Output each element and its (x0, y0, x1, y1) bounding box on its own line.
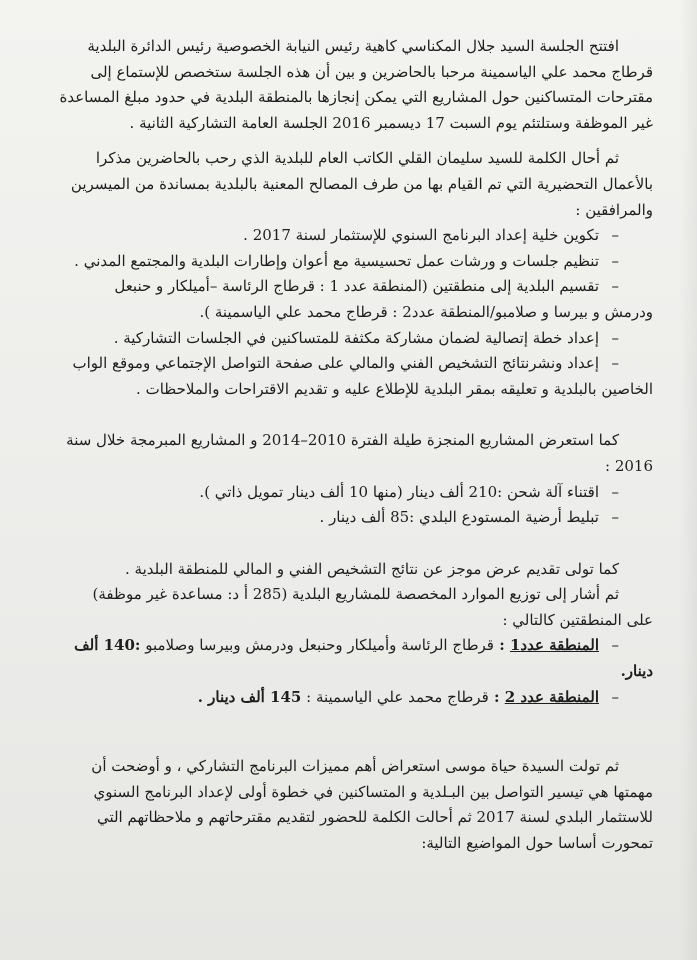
allocation-paragraph-line: ثم أشار إلى توزيع الموارد المخصصة للمشاريع البلدية (285 أ د: مساعدة غير موظفة) (92, 585, 619, 604)
facilitator-paragraph-line: مهمتها هي تيسير التواصل بين البـلدية و المتساكنين في خطوة أولى لإعداد البرنامج السنوي (93, 782, 653, 801)
dash-bullet: – (611, 277, 619, 296)
list-item: –تكوين خلية إعداد البرنامج السنوي للإستثمار لسنة 2017 . (44, 223, 653, 249)
opening-paragraph-line: غير الموظفة وستلتئم يوم السبت 17 ديسمبر 2016 الجلسة العامة التشاركية الثانية . (129, 113, 653, 132)
dash-bullet: – (611, 687, 619, 706)
zone-2-description: قرطاج محمد علي الياسمينة : (301, 687, 489, 706)
list-item-continuation: ودرمش و بيرسا و صلامبو/المنطقة عدد2 : قرطاج محمد علي الياسمينة ). (199, 302, 653, 321)
opening-paragraph-line: مقترحات المتساكنين حول المشاريع التي يمكن إنجازها بالمنطقة البلدية في حدود مبلغ المساعدة (59, 88, 653, 107)
projects-list (44, 480, 653, 531)
projects-paragraph-line: 2016 : (604, 456, 653, 475)
list-item: –تقسيم البلدية إلى منطقتين (المنطقة عدد 1 : قرطاج الرئاسة –أميلكار و حنبعل (44, 274, 653, 300)
zone-1-description: قرطاج الرئاسة وأميلكار وحنبعل ودرمش وبيرسا وصلامبو (140, 636, 494, 655)
list-item: –إعداد ونشرنتائج التشخيص الفني والمالي على صفحة التواصل الإجتماعي وموقع الواب (44, 351, 653, 377)
list-item-continuation: الخاصين بالبلدية و تعليقه بمقر البلدية للإطلاع عليه و تقديم الاقتراحات والملاحظات . (136, 379, 653, 398)
zone-2-item: –المنطقة عدد 2 : قرطاج محمد علي الياسمينة : 145 ألف دينار . (44, 685, 653, 711)
zone-1-amount: :140 ألف (74, 636, 141, 655)
preparatory-works-list (44, 223, 653, 402)
allocation-paragraph-line: على المنطقتين كالتالي : (502, 610, 653, 629)
secretary-paragraph-line: بالأعمال التحضيرية التي تم القيام بها من طرف المصالح المعنية بالبلدية بمساندة من الميسرين (70, 174, 653, 193)
zone-2-amount: 145 ألف دينار (208, 687, 302, 706)
projects-paragraph-line: كما استعرض المشاريع المنجزة طيلة الفترة 2010–2014 و المشاريع المبرمجة خلال سنة (66, 431, 619, 450)
dash-bullet: – (611, 482, 619, 501)
opening-paragraph-line: قرطاج محمد علي الياسمينة مرحبا بالحاضرين و بين أن هذه الجلسة ستخصص للإستماع إلى (90, 62, 653, 81)
secretary-paragraph-line: ثم أحال الكلمة للسيد سليمان القلي الكاتب العام للبلدية الذي رحب بالحاضرين مذكرا (95, 149, 619, 168)
facilitator-paragraph-line: تمحورت أساسا حول المواضيع التالية: (421, 834, 653, 853)
zone-1-item: –المنطقة عدد1 : قرطاج الرئاسة وأميلكار وحنبعل ودرمش وبيرسا وصلامبو :140 ألف (44, 633, 653, 659)
document-body (44, 34, 653, 857)
dash-bullet: – (611, 508, 619, 527)
list-item: –تنظيم جلسات و ورشات عمل تحسيسية مع أعوان وإطارات البلدية والمجتمع المدني . (44, 249, 653, 275)
dash-bullet: – (611, 226, 619, 245)
list-item: –تبليط أرضية المستودع البلدي :85 ألف دينار . (44, 505, 653, 531)
secretary-paragraph-line: والمرافقين : (575, 200, 653, 219)
zone-2-label: المنطقة عدد 2 (504, 687, 599, 706)
list-item: –اقتناء آلة شحن :210 ألف دينار (منها 10 ألف دينار تمويل ذاتي ). (44, 480, 653, 506)
dash-bullet: – (611, 636, 619, 655)
dash-bullet: – (611, 251, 619, 270)
zones-list (44, 633, 653, 710)
facilitator-paragraph-line: ثم تولت السيدة حياة موسى استعراض أهم مميزات البرنامج التشاركي ، و أوضحت أن (91, 757, 619, 776)
facilitator-paragraph-line: للاستثمار البلدي لسنة 2017 ثم أحالت الكلمة للحضور لتقديم مقترحاتهم و ملاحظاتهم التي (96, 808, 653, 827)
diagnosis-paragraph-line: كما تولى تقديم عرض موجز عن نتائج التشخيص الفني و المالي للمنطقة البلدية . (125, 559, 619, 578)
list-item: –إعداد خطة إتصالية لضمان مشاركة مكثفة للمتساكنين في الجلسات التشاركية . (44, 326, 653, 352)
opening-paragraph-line: افتتح الجلسة السيد جلال المكناسي كاهية رئيس النيابة الخصوصية رئيس الدائرة البلدية (87, 37, 619, 55)
dash-bullet: – (611, 328, 619, 347)
zone-1-label: المنطقة عدد1 (509, 636, 599, 655)
zone-1-amount-continuation: دينار. (620, 662, 653, 681)
dash-bullet: – (611, 354, 619, 373)
page-edge-shadow (679, 0, 697, 960)
